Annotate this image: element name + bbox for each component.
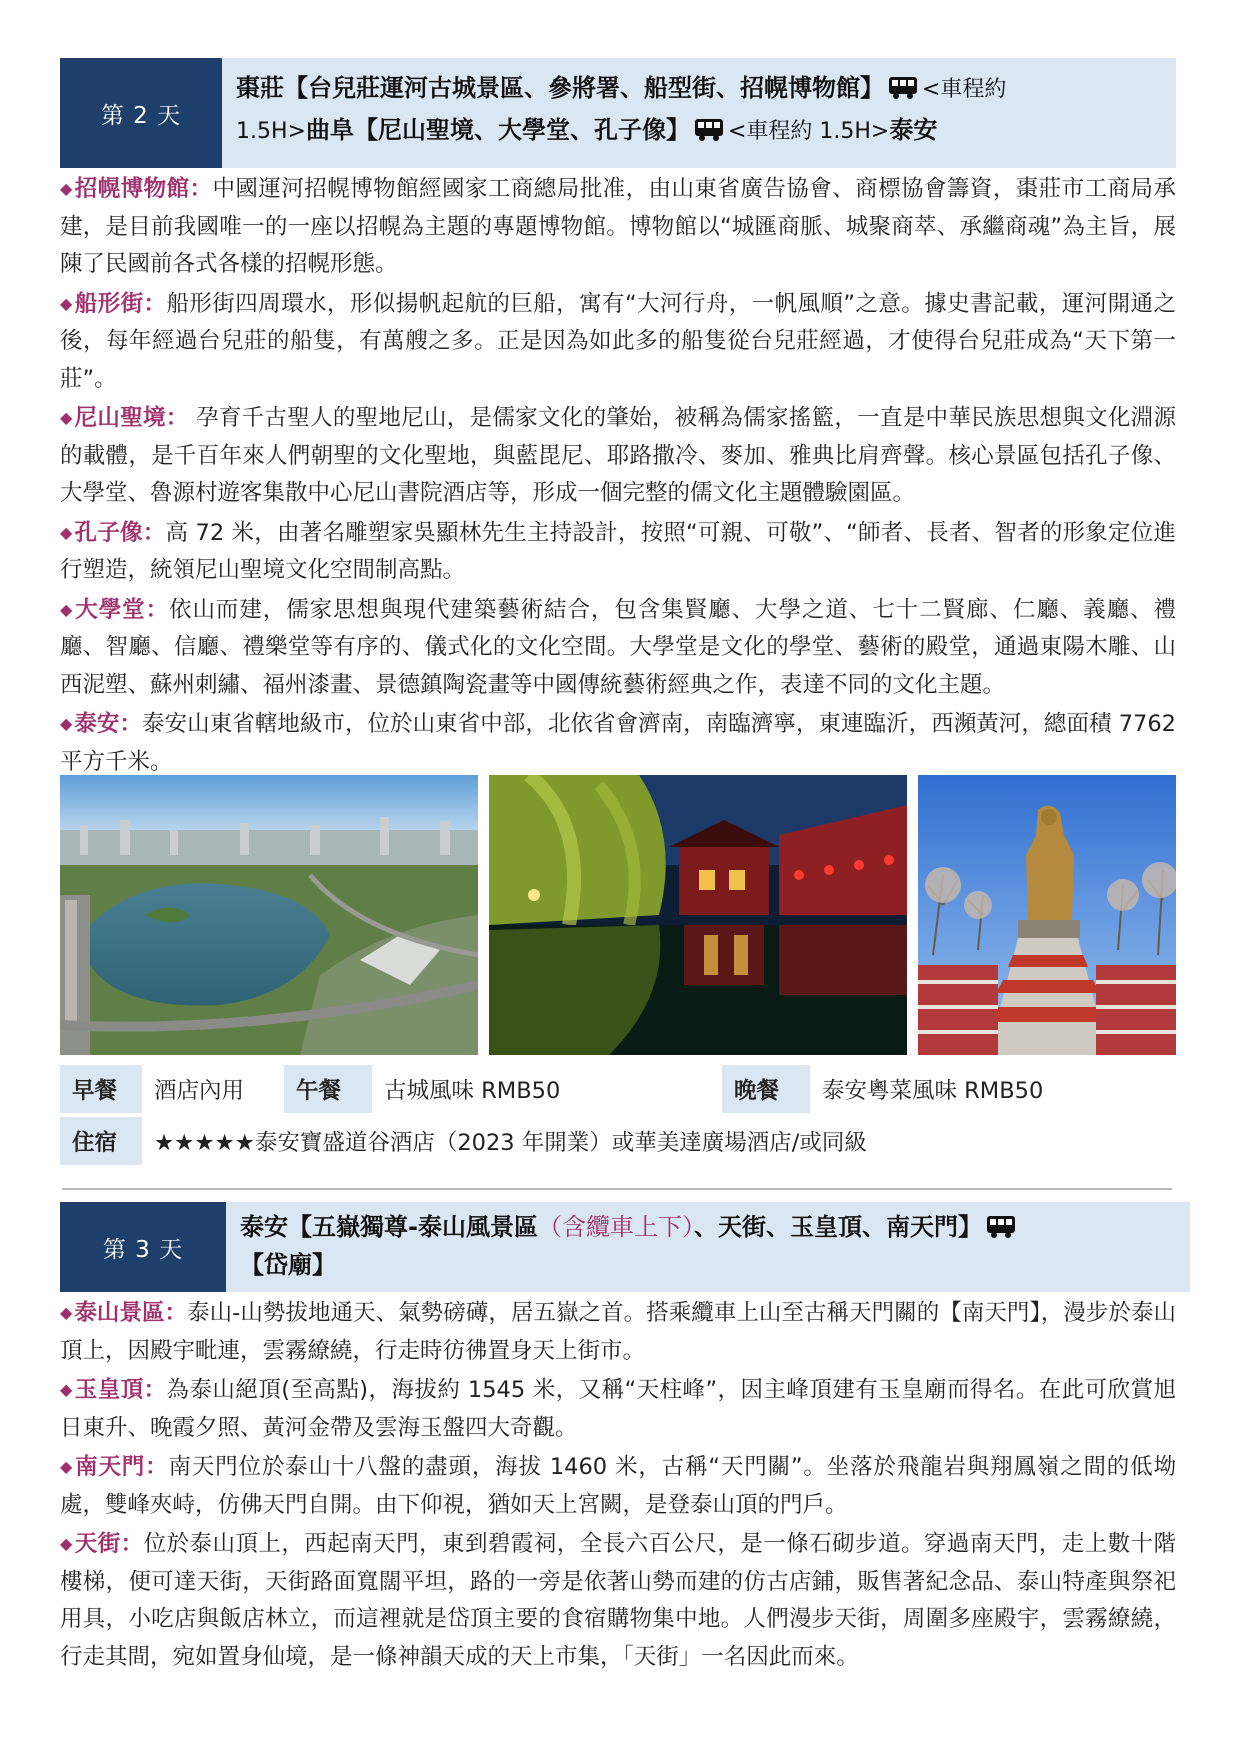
photo-confucius-statue bbox=[918, 775, 1176, 1055]
day2-item bbox=[60, 591, 1176, 705]
item-term: 玉皇頂： bbox=[74, 1377, 167, 1403]
item-term: 天街： bbox=[74, 1531, 144, 1557]
day2-title bbox=[222, 58, 1176, 168]
day2-item bbox=[60, 285, 1176, 399]
day2-item bbox=[60, 514, 1176, 590]
day2-item bbox=[60, 170, 1176, 284]
day2-item bbox=[60, 705, 1176, 781]
item-term: 泰山景區： bbox=[74, 1300, 188, 1326]
day3-item bbox=[60, 1525, 1176, 1676]
diamond-bullet-icon: ◆ bbox=[60, 599, 74, 619]
day2-title-part6: 泰安 bbox=[889, 116, 938, 144]
diamond-bullet-icon: ◆ bbox=[60, 1457, 74, 1476]
photo-city-lake bbox=[60, 775, 478, 1055]
item-term: 大學堂： bbox=[75, 596, 170, 623]
day3-header bbox=[60, 1202, 1190, 1292]
day3-title bbox=[226, 1202, 1190, 1292]
item-text: 為泰山絕頂(至高點)，海拔約 1545 米，又稱“天柱峰”，因主峰頂建有玉皇廟而得名。在此可欣賞旭日東升、晚霞夕照、黃河金帶及雲海玉盤四大奇觀。 bbox=[60, 1377, 1176, 1441]
day2-item bbox=[60, 399, 1176, 513]
day3-title-part3: 、天街、玉皇頂、南天門】 bbox=[693, 1213, 982, 1241]
item-term: 孔子像： bbox=[74, 519, 166, 546]
item-text: 位於泰山頂上，西起南天門，東到碧霞祠，全長六百公尺，是一條石砌步道。穿過南天門，走上數十階樓梯，便可達天街，天街路面寬闊平坦，路的一旁是依著山勢而建的仿古店鋪，販售著紀念品、泰山特產與祭祀用具，小吃店與飯店林立，而這裡就是岱頂主要的食宿購物集中地。人們漫步天街，周圍多座殿宇，雲霧繚繞，行走其間，宛如置身仙境，是一條神韻天成的天上市集，「天街」一名因此而來。 bbox=[60, 1531, 1176, 1670]
item-text: 依山而建，儒家思想與現代建築藝術結合，包含集賢廳、大學之道、七十二賢廊、仁廳、義廳、禮廳、智廳、信廳、禮樂堂等有序的、儀式化的文化空間。大學堂是文化的學堂、藝術的殿堂，通過東陽木雕、山西泥塑、蘇州刺繡、福州漆畫、景德鎮陶瓷畫等中國傳統藝術經典之作，表達不同的文化主題。 bbox=[60, 596, 1176, 698]
day2-title-part1: 棗莊【台兒莊運河古城景區、參將署、船型街、招幌博物館】 bbox=[236, 74, 884, 102]
lunch-value: 古城風味 RMB50 bbox=[384, 1078, 561, 1104]
day3-body bbox=[60, 1294, 1176, 1677]
bus-icon bbox=[986, 1215, 1016, 1239]
diamond-bullet-icon: ◆ bbox=[60, 1380, 73, 1399]
day2-title-part4: 曲阜【尼山聖境、大學堂、孔子像】 bbox=[305, 116, 690, 144]
dinner-value: 泰安粵菜風味 RMB50 bbox=[822, 1078, 1044, 1104]
item-term: 泰安： bbox=[74, 711, 143, 737]
item-term: 南天門： bbox=[75, 1454, 169, 1480]
day3-item bbox=[60, 1371, 1176, 1447]
day3-item bbox=[60, 1448, 1176, 1524]
day2-body bbox=[60, 170, 1176, 782]
day3-title-part1: 泰安【五嶽獨尊-泰山風景區 bbox=[240, 1213, 538, 1241]
item-text: 中國運河招幌博物館經國家工商總局批准，由山東省廣告協會、商標協會籌資，棗莊市工商局承建，是目前我國唯一的一座以招幌為主題的專題博物館。博物館以“城匯商脈、城聚商萃、承繼商魂”為主旨，展陳了民國前各式各樣的招幌形態。 bbox=[60, 176, 1176, 277]
day3-title-cable-note: （含纜車上下） bbox=[537, 1213, 694, 1241]
day3-label: 第 3 天 bbox=[60, 1202, 226, 1292]
diamond-bullet-icon: ◆ bbox=[60, 714, 73, 733]
item-text: 泰山-山勢拔地通天、氣勢磅礡，居五嶽之首。搭乘纜車上山至古稱天門關的【南天門】，漫步於泰山頂上，因殿宇毗連，雲霧繚繞，行走時彷彿置身天上街市。 bbox=[60, 1300, 1176, 1364]
day3-title-part4: 【岱廟】 bbox=[240, 1251, 336, 1279]
item-term: 招幌博物館： bbox=[74, 176, 213, 202]
diamond-bullet-icon: ◆ bbox=[60, 1534, 73, 1553]
diamond-bullet-icon: ◆ bbox=[60, 408, 73, 427]
breakfast-value: 酒店內用 bbox=[154, 1078, 245, 1104]
day3-item bbox=[60, 1294, 1176, 1370]
item-term: 尼山聖境： bbox=[74, 405, 189, 431]
item-text: 船形街四周環水，形似揚帆起航的巨船，寓有“大河行舟，一帆風順”之意。據史書記載，運河開通之後，每年經過台兒莊的船隻，有萬艘之多。正是因為如此多的船隻從台兒莊經過，才使得台兒莊成為“天下第一莊”。 bbox=[60, 290, 1176, 392]
item-text: 高 72 米，由著名雕塑家吳顯林先生主持設計，按照“可親、可敬”、“師者、長者、智者的形象定位進行塑造，統領尼山聖境文化空間制高點。 bbox=[60, 519, 1176, 583]
diamond-bullet-icon: ◆ bbox=[60, 179, 73, 198]
bus-icon bbox=[888, 76, 918, 100]
hotel-value: ★★★★★泰安寶盛道谷酒店（2023 年開業）或華美達廣場酒店/或同級 bbox=[154, 1130, 867, 1156]
dinner-label: 晚餐 bbox=[722, 1065, 810, 1113]
meals-row bbox=[60, 1065, 1176, 1113]
breakfast-label: 早餐 bbox=[60, 1065, 142, 1113]
diamond-bullet-icon: ◆ bbox=[60, 293, 73, 313]
photo-night-canal bbox=[489, 775, 907, 1055]
day2-title-part5: <車程約 1.5H> bbox=[727, 119, 890, 144]
day2-title-part3: 1.5H> bbox=[236, 119, 306, 144]
item-text: 泰安山東省轄地級市，位於山東省中部，北依省會濟南，南臨濟寧，東連臨沂，西瀕黃河，總面積 7762 平方千米。 bbox=[60, 711, 1176, 775]
day2-header bbox=[60, 58, 1176, 168]
section-divider bbox=[62, 1188, 1172, 1190]
photo-strip bbox=[60, 775, 1176, 1055]
item-term: 船形街： bbox=[74, 290, 167, 317]
day2-label: 第 2 天 bbox=[60, 58, 222, 168]
hotel-label: 住宿 bbox=[60, 1117, 142, 1165]
bus-icon bbox=[694, 118, 724, 142]
meals-table bbox=[60, 1065, 1176, 1169]
lunch-label: 午餐 bbox=[284, 1065, 372, 1113]
diamond-bullet-icon: ◆ bbox=[60, 1303, 73, 1322]
hotel-row bbox=[60, 1117, 1176, 1165]
item-text: 孕育千古聖人的聖地尼山，是儒家文化的肇始，被稱為儒家搖籃，一直是中華民族思想與文化淵源的載體，是千百年來人們朝聖的文化聖地，與藍毘尼、耶路撒冷、麥加、雅典比肩齊聲。核心景區包括孔子像、大學堂、魯源村遊客集散中心尼山書院酒店等，形成一個完整的儒文化主題體驗園區。 bbox=[60, 405, 1176, 506]
item-text: 南天門位於泰山十八盤的盡頭，海拔 1460 米，古稱“天門關”。坐落於飛龍岩與翔鳳嶺之間的低坳處，雙峰夾峙，仿佛天門自開。由下仰視，猶如天上宮闕，是登泰山頂的門戶。 bbox=[60, 1454, 1176, 1518]
day2-title-part2: <車程約 bbox=[922, 77, 1007, 102]
diamond-bullet-icon: ◆ bbox=[60, 522, 73, 542]
